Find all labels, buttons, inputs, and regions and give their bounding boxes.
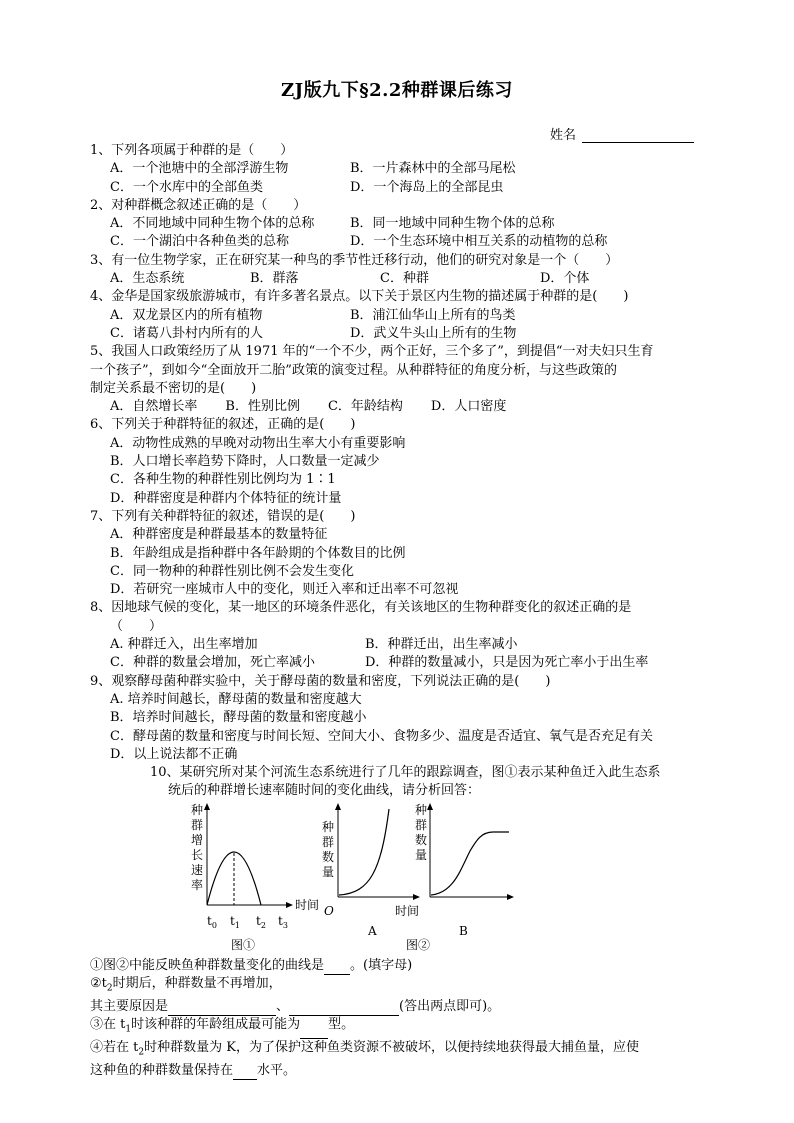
fig2b-ylabel-1: 种: [415, 802, 428, 817]
fig2a-curve: [339, 809, 389, 895]
fig2b-y-arrow: [427, 803, 433, 810]
q10-sub2-line2: 其主要原因是 、 (答出两点即可)。: [90, 998, 702, 1016]
q5-option-b: B．性别比例: [225, 399, 300, 415]
q10-sub2-blank-1[interactable]: [168, 1002, 276, 1016]
fig1-tick-t3: $t_3$: [278, 913, 288, 930]
fig1-ylabel-1: 种: [191, 802, 204, 817]
fig2a-ylabel-1: 种: [322, 819, 335, 834]
q2-options-row2: [90, 233, 702, 251]
figure-1: [191, 803, 319, 952]
q5-option-c: C．年龄结构: [327, 399, 403, 415]
q4-option-a: A．双龙景区内的所有植物: [110, 307, 263, 323]
q8-option-d: D．种群的数量减小，只是因为死亡率小于出生率: [365, 655, 649, 671]
q8-option-b: B．种群迁出，出生率减小: [365, 637, 518, 653]
q8-stem-line1: 8、因地球气候的变化，某一地区的环境条件恶化，有关该地区的生物种群变化的叙述正确的是: [90, 600, 632, 616]
q3-stem: 3、有一位生物学家，正在研究某一种鸟的季节性迁移行动，他们的研究对象是一个（ ）: [90, 252, 619, 268]
q10-sub2-blank-2[interactable]: [289, 1002, 399, 1016]
q10-stem-line2: 统后的种群增长速率随时间的变化曲线，请分析回答：: [168, 783, 481, 799]
q4-option-c: C．诸葛八卦村内所有的人: [110, 325, 263, 341]
fig2a-xlabel: 时间: [395, 903, 420, 918]
q8-option-c: C．种群的数量会增加，死亡率减小: [110, 655, 315, 671]
q10-figures-svg: [185, 801, 525, 957]
q3-option-d: D．个体: [540, 271, 590, 287]
q7-option-b: B．年龄组成是指种群中各年龄期的个体数目的比例: [110, 545, 406, 561]
fig2b-ylabel-2: 群: [415, 817, 428, 832]
fig2a-ylabel-3: 数: [322, 849, 335, 864]
fig2a-panel-label: A: [368, 923, 377, 938]
fig2b-ylabel-3: 数: [415, 832, 428, 847]
fig2a-ylabel-2: 群: [322, 834, 335, 849]
q4-option-d: D．武义牛头山上所有的生物: [350, 325, 517, 341]
q7-option-d: D．若研究一座城市人中的变化，则迁入率和迁出率不可忽视: [110, 582, 459, 598]
fig2b-x-arrow: [507, 894, 514, 900]
q1-options-row1: [90, 160, 702, 178]
name-field: [550, 124, 694, 143]
q1-options-row2: [90, 179, 702, 197]
fig1-ylabel-6: 率: [191, 877, 204, 892]
q10-sub4-line2: 这种鱼的种群数量保持在 水平。: [90, 1062, 702, 1080]
q4-options-row2: [90, 325, 702, 343]
fig2b-ylabel-4: 量: [415, 847, 428, 862]
q5-stem-line1: 5、我国人口政策经历了从 1971 年的“一个不少，两个正好，三个多了”，到提倡“一对夫妇只生育: [90, 344, 654, 360]
q3-option-b: B．群落: [250, 271, 299, 287]
q3-option-a: A．生态系统: [110, 271, 185, 287]
fig1-ylabel-2: 群: [191, 817, 204, 832]
q1-option-b: B．一片森林中的全部马尾松: [350, 161, 516, 177]
fig2a-origin: O: [324, 903, 334, 918]
q5-stem-line2: 一个孩子”，到如今“全面放开二胎”政策的演变过程。从种群特征的角度分析，与这些政策的: [90, 362, 617, 378]
q5-stem-line3: 制定关系最不密切的是( ): [90, 380, 257, 396]
q6-option-c: C．各种生物的种群性别比例均为 1∶1: [110, 472, 336, 488]
q3-option-c: C．种群: [380, 271, 429, 287]
q5-option-d: D．人口密度: [430, 399, 507, 415]
q1-option-a: A．一个池塘中的全部浮游生物: [110, 161, 289, 177]
name-blank[interactable]: [582, 129, 694, 143]
fig1-ylabel-3: 增: [191, 832, 204, 847]
q2-option-c: C．一个湖泊中各种鱼类的总称: [110, 234, 289, 250]
fig1-y-arrow: [204, 803, 210, 810]
q10-stem-line1: 10、某研究所对某个河流生态系统进行了几年的跟踪调查，图①表示某种鱼迁入此生态系: [150, 765, 661, 781]
q8-option-a: A. 种群迁入，出生率增加: [110, 637, 258, 653]
q9-option-c: C．酵母菌的数量和密度与时间长短、空间大小、食物多少、温度是否适宜、氧气是否充足有关: [110, 728, 653, 744]
q2-option-b: B．同一地域中同种生物个体的总称: [350, 216, 555, 232]
q10-sub1: ①图②中能反映鱼种群数量变化的曲线是 。(填字母): [90, 957, 702, 975]
q3-options: [90, 270, 702, 288]
q2-stem: 2、对种群概念叙述正确的是（ ）: [90, 197, 307, 213]
q10-sub4-blank[interactable]: [233, 1066, 257, 1080]
q4-stem: 4、金华是国家级旅游城市，有许多著名景点。以下关于景区内生物的描述属于种群的是( ): [90, 289, 629, 305]
fig1-ylabel-5: 速: [191, 862, 204, 877]
fig1-x-arrow: [286, 902, 293, 908]
page-title: ZJ版九下§2.2种群课后练习: [281, 80, 513, 101]
q5-option-a: A．自然增长率: [110, 399, 198, 415]
fig1-tick-t1: $t_1$: [230, 913, 240, 930]
name-label: 姓名: [550, 128, 577, 143]
q6-option-d: D．种群密度是种群内个体特征的统计量: [110, 490, 342, 506]
q7-option-a: A．种群密度是种群最基本的数量特征: [110, 527, 328, 543]
q9-stem: 9、观察酵母菌种群实验中，关于酵母菌的数量和密度，下列说法正确的是( ): [90, 673, 551, 689]
q1-option-d: D．一个海岛上的全部昆虫: [350, 179, 504, 195]
q4-options-row1: [90, 307, 702, 325]
fig2a-x-arrow: [413, 894, 420, 900]
fig2-caption: 图②: [406, 937, 431, 952]
q10-figures: [185, 801, 702, 957]
fig1-xlabel: 时间: [295, 897, 320, 912]
q8-stem-line2: （ ）: [110, 618, 163, 634]
fig1-tick-t2: $t_2$: [256, 913, 266, 930]
q7-stem: 7、下列有关种群特征的叙述，错误的是( ): [90, 508, 356, 524]
q10-sub4-line1: ④若在 $t_2$时种群数量为 K，为了保护这种鱼类资源不被破坏，以便持续地获得最大捕鱼量，应使: [90, 1040, 639, 1058]
q8-options-row1: [90, 636, 702, 654]
q1-stem: 1、下列各项属于种群的是（ ）: [90, 143, 294, 158]
q8-options-row2: [90, 654, 702, 672]
figure-2-panel-a: [322, 803, 420, 938]
q9-option-a: A. 培养时间越长，酵母菌的数量和密度越大: [110, 691, 362, 707]
q6-option-a: A．动物性成熟的早晚对动物出生率大小有重要影响: [110, 435, 406, 451]
fig2a-ylabel-4: 量: [322, 864, 335, 879]
figure-2-panel-b: [406, 803, 514, 952]
q6-option-b: B．人口增长率趋势下降时，人口数量一定减少: [110, 454, 380, 470]
q7-option-c: C．同一物种的种群性别比例不会发生变化: [110, 563, 354, 579]
fig2b-panel-label: B: [459, 923, 468, 938]
q10-sub3-blank[interactable]: [300, 1025, 328, 1039]
fig2a-y-arrow: [335, 803, 341, 810]
q4-option-b: B．浦江仙华山上所有的鸟类: [350, 307, 516, 323]
fig2b-curve: [431, 832, 509, 895]
q2-options-row1: [90, 215, 702, 233]
q5-options: [90, 398, 702, 416]
q10-sub1-blank[interactable]: [324, 961, 350, 975]
q9-option-b: B．培养时间越长，酵母菌的数量和密度越小: [110, 710, 367, 726]
fig1-caption: 图①: [231, 937, 256, 952]
fig1-tick-t0: $t_0$: [207, 913, 217, 930]
q6-stem: 6、下列关于种群特征的叙述，正确的是( ): [90, 417, 356, 433]
questions: [90, 142, 702, 1080]
q10-sub2-line1: $②t_2$时期后，种群数量不再增加，: [90, 975, 282, 994]
q10-sub3: ③在 $t_1$时该种群的年龄组成最可能为 型。: [90, 1016, 702, 1039]
q9-option-d: D．以上说法都不正确: [110, 746, 238, 762]
q1-option-c: C．一个水库中的全部鱼类: [110, 179, 263, 195]
q2-option-a: A．不同地域中同种生物个体的总称: [110, 216, 315, 232]
q2-option-d: D．一个生态环境中相互关系的动植物的总称: [350, 234, 608, 250]
fig1-ylabel-4: 长: [191, 847, 204, 862]
